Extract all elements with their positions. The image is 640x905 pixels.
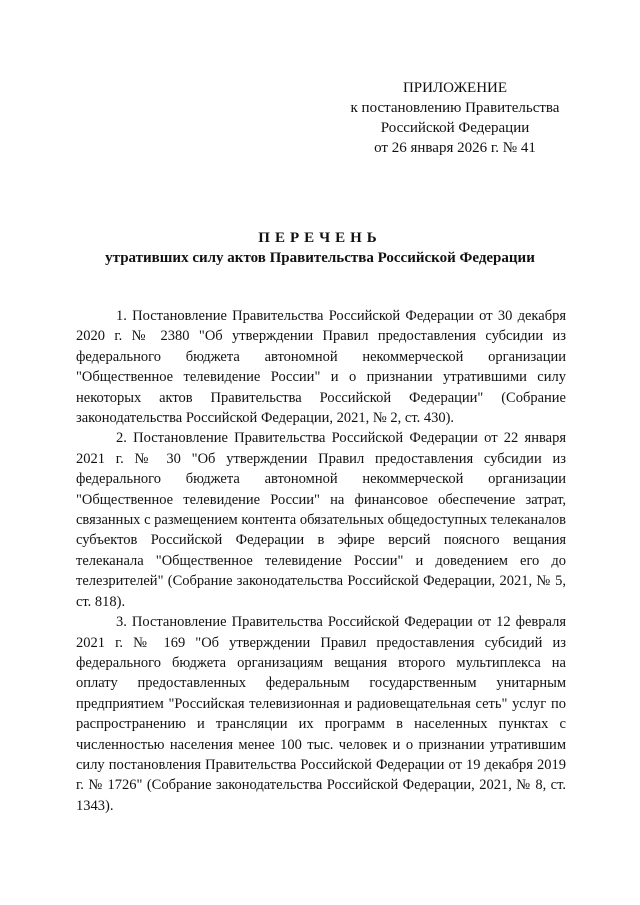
document-subtitle: утративших силу актов Правительства Российской Федерации (105, 250, 535, 266)
list-item: 3. Постановление Правительства Российской Федерации от 12 февраля 2021 г. № 169 "Об утверждении Правил предоставления субсидий из федерального бюджета организациям вещания второго мультиплекса на оплату предоставленных федеральным государственным унитарным предприятием "Российская телевизионная и радиовещательная сеть" услуг по распространению и трансляции их программ в населенных пунктах с численностью населения менее 100 тыс. человек и о признании утратившим силу постановления Правительства Российской Федерации от 19 декабря 2019 г. № 1726" (Собрание законодательства Российской Федерации, 2021, № 8, ст. 1343). (76, 614, 566, 814)
list-item: 2. Постановление Правительства Российской Федерации от 22 января 2021 г. № 30 "Об утверждении Правил предоставления субсидии из федерального бюджета автономной некоммерческой организации "Общественное телевидение России" на финансовое обеспечение затрат, связанных с размещением контента обязательных общедоступных телеканалов субъектов Российской Федерации в эфире версий поясного вещания телеканала "Общественное телевидение России" и доведением его до телезрителей" (Собрание законодательства Российской Федерации, 2021, № 5, ст. 818). (76, 430, 566, 610)
appendix-resolution-ref: к постановлению Правительства (350, 100, 560, 116)
document-title: ПЕРЕЧЕНЬ (258, 230, 382, 246)
document-body (76, 306, 566, 816)
appendix-label: ПРИЛОЖЕНИЕ (402, 80, 508, 96)
appendix-authority: Российской Федерации (380, 120, 530, 136)
list-item: 1. Постановление Правительства Российской Федерации от 30 декабря 2020 г. № 2380 "Об утверждении Правил предоставления субсидии из федерального бюджета автономной некоммерческой организации "Общественное телевидение России" и о признании утратившими силу некоторых актов Правительства Российской Федерации" (Собрание законодательства Российской Федерации, 2021, № 2, ст. 430). (76, 308, 566, 427)
appendix-header (330, 78, 580, 158)
appendix-date-number: от 26 января 2026 г. № 41 (374, 140, 536, 156)
